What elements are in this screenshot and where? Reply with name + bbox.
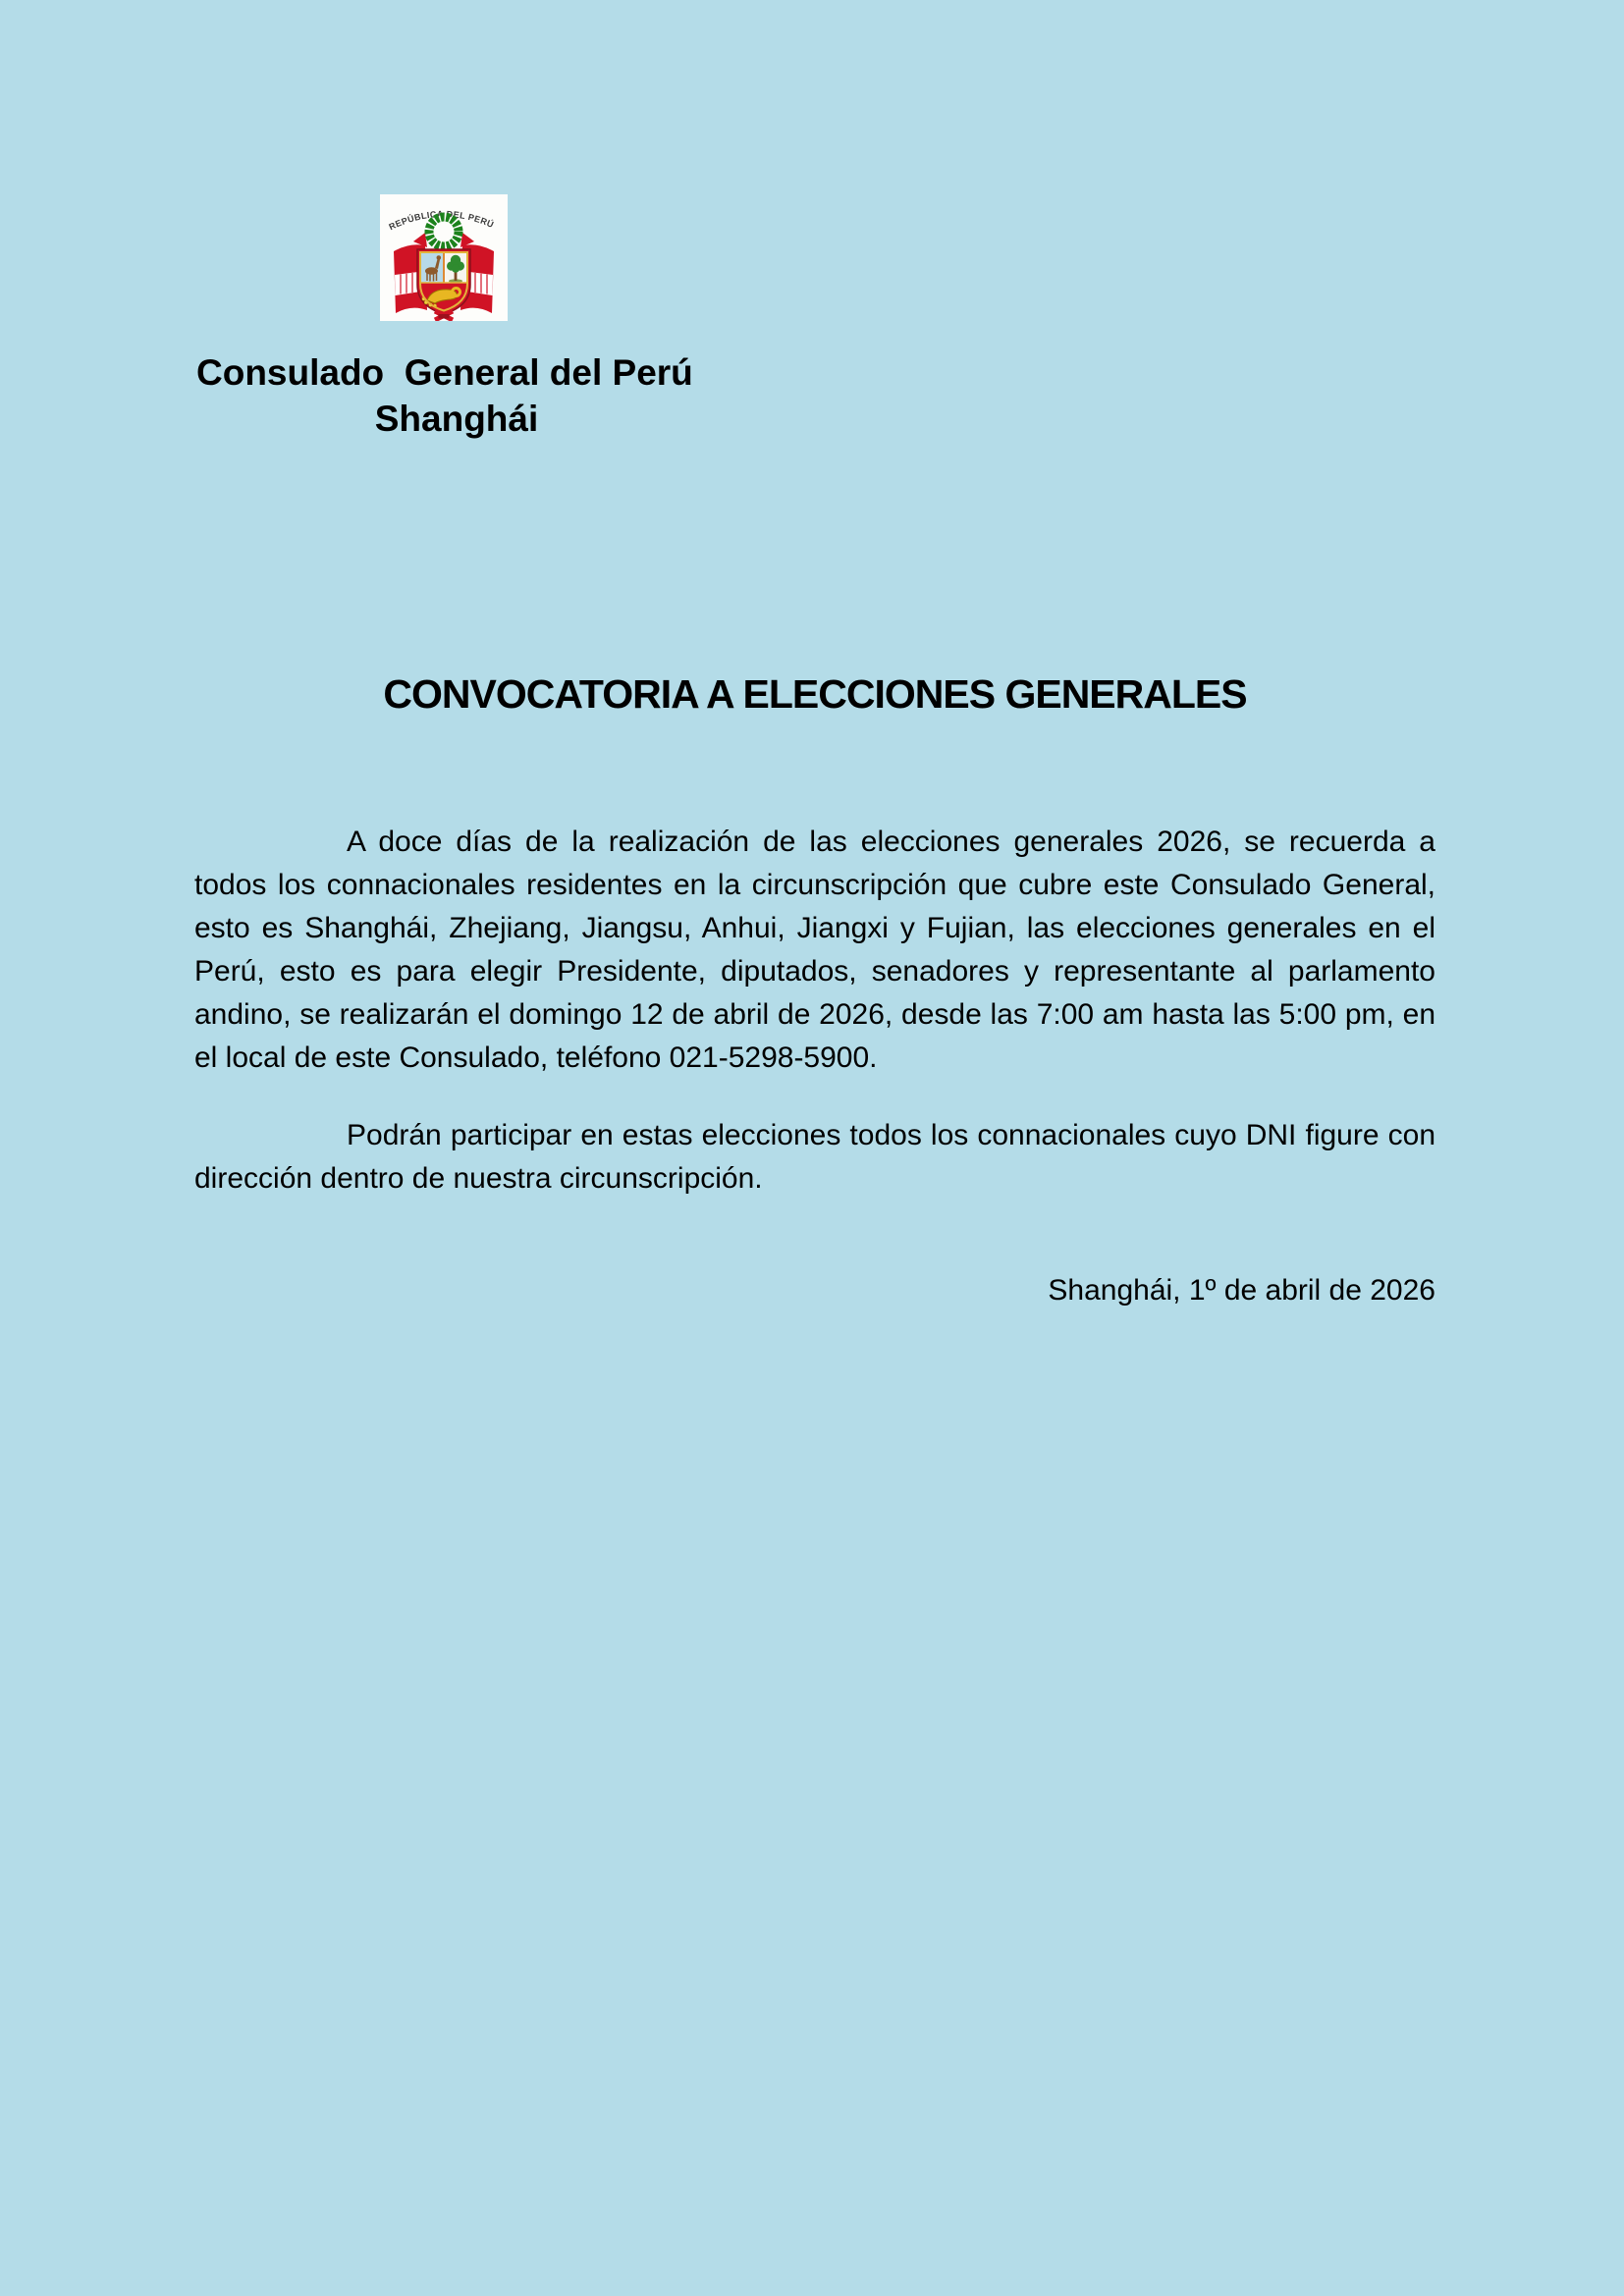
shield-icon	[417, 249, 470, 314]
consulate-name-line2: Shanghái	[374, 399, 539, 439]
paragraph-1: A doce días de la realización de las elecciones generales 2026, se recuerda a todos los connacionales residentes en la circunscripción que cubre este Consulado General, esto es Shanghái, Zhejiang, Jiangsu, Anhui, Jiangxi y Fujian, las elecciones generales en el Perú, esto es para elegir Presidente, diputados, senadores y representante al parlamento andino, se realizarán el domingo 12 de abril de 2026, desde las 7:00 am hasta las 5:00 pm, en el local de este Consulado, teléfono 021-5298-5900.	[194, 826, 1435, 1074]
consulate-name-line1: Consulado General del Perú	[196, 352, 693, 393]
paragraph-2: Podrán participar en estas elecciones todos los connacionales cuyo DNI figure con dirección dentro de nuestra circunscripción.	[194, 1119, 1435, 1195]
consulate-name-block	[196, 349, 717, 442]
date-line: Shanghái, 1º de abril de 2026	[1048, 1274, 1435, 1307]
emblem-arc-text: REPÚBLICA DEL PERÚ	[387, 208, 496, 233]
notice-body	[194, 821, 1435, 1312]
page-title: CONVOCATORIA A ELECCIONES GENERALES	[383, 671, 1247, 717]
peru-coat-of-arms	[380, 194, 508, 321]
peru-coat-of-arms-graphic	[380, 194, 508, 321]
